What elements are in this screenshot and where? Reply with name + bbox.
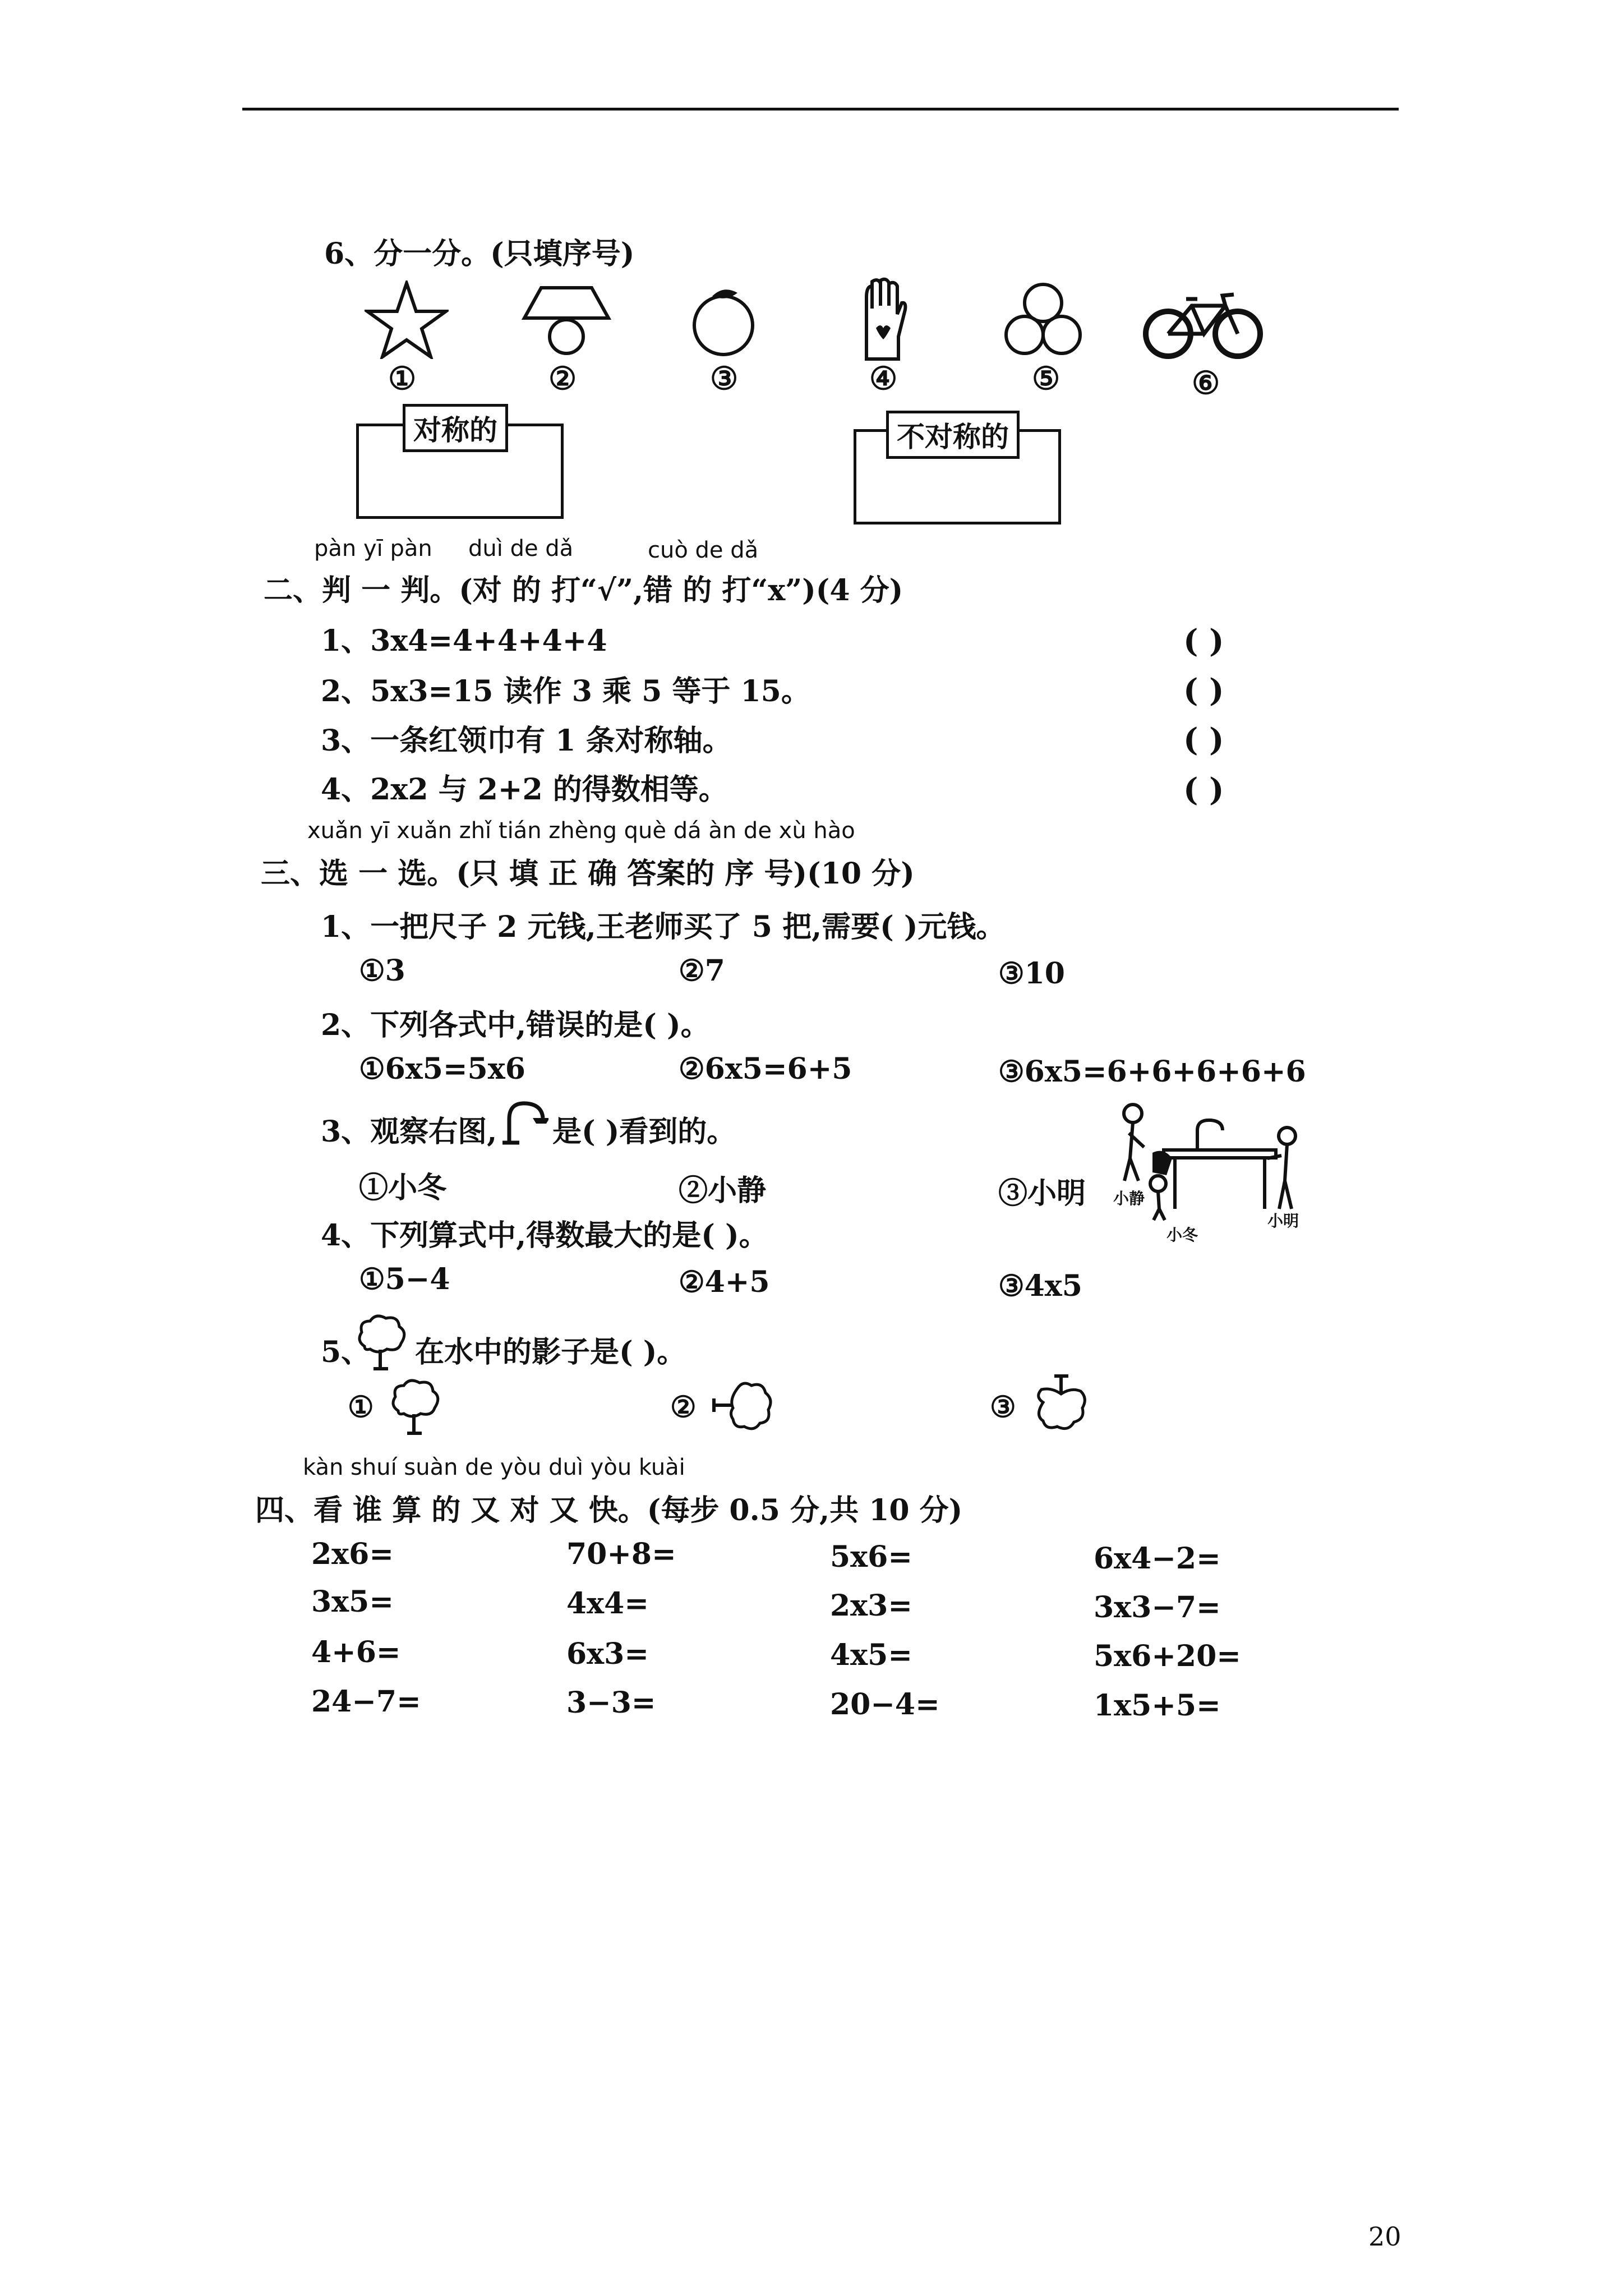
s4-heading: 四、看 谁 算 的 又 对 又 快。(每步 0.5 分,共 10 分) <box>255 1493 963 1527</box>
calc-r3-c3: 4x5= <box>830 1638 912 1672</box>
calc-r2-c3: 2x3= <box>830 1589 912 1623</box>
s3-q4: 4、下列算式中,得数最大的是( )。 <box>321 1218 768 1253</box>
s3-q5-text-a: 5、 <box>321 1335 371 1369</box>
calc-r2-c1: 3x5= <box>311 1585 394 1619</box>
s3-q2-opt-1[interactable]: ①6x5=5x6 <box>359 1052 525 1086</box>
s3-q3-text-a: 3、观察右图, <box>321 1115 497 1149</box>
s2-answer-3[interactable]: ( ) <box>1183 721 1224 758</box>
s3-q1-opt-1[interactable]: ①3 <box>359 954 405 988</box>
calc-r1-c3: 5x6= <box>830 1540 912 1574</box>
s3-q5-opt-3[interactable]: ③ <box>990 1390 1016 1424</box>
s2-pinyin-1: pàn yī pàn <box>314 536 432 562</box>
s2-answer-4[interactable]: ( ) <box>1183 771 1224 808</box>
q6-label-2: ② <box>548 360 577 397</box>
calc-r1-c1: 2x6= <box>311 1537 394 1571</box>
s3-pinyin: xuǎn yī xuǎn zhǐ tián zhèng què dá àn de xù hào <box>307 818 855 844</box>
s3-q2-opt-2[interactable]: ②6x5=6+5 <box>679 1052 852 1086</box>
s2-item-3: 3、一条红领巾有 1 条对称轴。 <box>321 724 732 758</box>
q6-label-5: ⑤ <box>1032 360 1061 397</box>
s3-q1-opt-3[interactable]: ③10 <box>998 956 1065 991</box>
tree-upright-icon <box>387 1377 443 1439</box>
bicycle-icon <box>1141 283 1265 362</box>
lamp-icon <box>519 283 614 356</box>
calc-r4-c3: 20−4= <box>830 1687 940 1722</box>
tree-icon <box>353 1313 409 1374</box>
s3-q1: 1、一把尺子 2 元钱,王老师买了 5 把,需要( )元钱。 <box>321 910 1006 944</box>
fig-label-xiaojing: 小静 <box>1113 1189 1145 1208</box>
s3-q1-opt-2[interactable]: ②7 <box>679 954 725 988</box>
s2-item-4: 4、2x2 与 2+2 的得数相等。 <box>321 772 728 807</box>
three-circles-icon <box>1001 280 1085 359</box>
desk-lamp-icon <box>498 1097 548 1147</box>
fig-label-xiaoming: 小明 <box>1267 1212 1299 1230</box>
s3-q5-text-b: 在水中的影子是( )。 <box>415 1335 686 1369</box>
s3-q4-opt-1[interactable]: ①5−4 <box>359 1262 450 1296</box>
s3-heading: 三、选 一 选。(只 填 正 确 答案的 序 号)(10 分) <box>261 857 915 891</box>
glove-icon <box>858 275 909 365</box>
calc-r3-c1: 4+6= <box>311 1635 401 1669</box>
s2-item-1: 1、3x4=4+4+4+4 <box>321 624 607 658</box>
s3-q4-opt-2[interactable]: ②4+5 <box>679 1265 770 1299</box>
tree-sideways-icon <box>709 1377 777 1433</box>
s2-pinyin-3: cuò de dǎ <box>648 537 759 563</box>
s3-q2-opt-3[interactable]: ③6x5=6+6+6+6+6 <box>998 1055 1306 1089</box>
calc-r4-c1: 24−7= <box>311 1685 421 1719</box>
s2-heading: 二、判 一 判。(对 的 打“√”,错 的 打“x”)(4 分) <box>264 573 903 608</box>
s2-pinyin-2: duì de dǎ <box>468 536 574 562</box>
q6-title: 6、分一分。(只填序号) <box>324 237 635 271</box>
q6-label-4: ④ <box>869 360 898 397</box>
s4-pinyin: kàn shuí suàn de yòu duì yòu kuài <box>303 1455 685 1480</box>
calc-r2-c4: 3x3−7= <box>1094 1590 1221 1625</box>
calc-r3-c2: 6x3= <box>566 1637 649 1671</box>
s3-q3-opt-1[interactable]: ①小冬 <box>359 1171 447 1205</box>
calc-r1-c4: 6x4−2= <box>1094 1542 1221 1576</box>
asymmetric-box-label: 不对称的 <box>886 411 1020 459</box>
page-number: 20 <box>1368 2221 1401 2252</box>
s2-item-2: 2、5x3=15 读作 3 乘 5 等于 15。 <box>321 674 810 708</box>
apple-icon <box>687 280 760 359</box>
calc-r2-c2: 4x4= <box>566 1586 649 1621</box>
calc-r4-c2: 3−3= <box>566 1686 656 1720</box>
calc-r3-c4: 5x6+20= <box>1094 1639 1241 1673</box>
symmetric-box-label: 对称的 <box>403 404 508 452</box>
s3-q2: 2、下列各式中,错误的是( )。 <box>321 1008 710 1042</box>
s3-q3-text-b: 是( )看到的。 <box>552 1115 736 1149</box>
star-icon <box>365 280 449 359</box>
s3-q3-opt-2[interactable]: ②小静 <box>679 1174 767 1208</box>
s2-answer-1[interactable]: ( ) <box>1183 623 1224 660</box>
calc-r4-c4: 1x5+5= <box>1094 1688 1221 1723</box>
s3-q3-opt-3[interactable]: ③小明 <box>998 1176 1086 1211</box>
calc-r1-c2: 70+8= <box>566 1537 676 1571</box>
fig-label-xiaodong: 小冬 <box>1166 1226 1198 1244</box>
q6-label-6: ⑥ <box>1192 365 1220 402</box>
s3-q5-opt-2[interactable]: ② <box>670 1390 697 1424</box>
q6-label-1: ① <box>388 360 417 397</box>
s2-answer-2[interactable]: ( ) <box>1183 672 1224 709</box>
s3-q4-opt-3[interactable]: ③4x5 <box>998 1269 1082 1303</box>
q6-label-3: ③ <box>710 360 739 397</box>
tree-reflection-icon <box>1029 1372 1091 1436</box>
s3-q5-opt-1[interactable]: ① <box>348 1390 374 1424</box>
header-rule <box>242 108 1399 111</box>
